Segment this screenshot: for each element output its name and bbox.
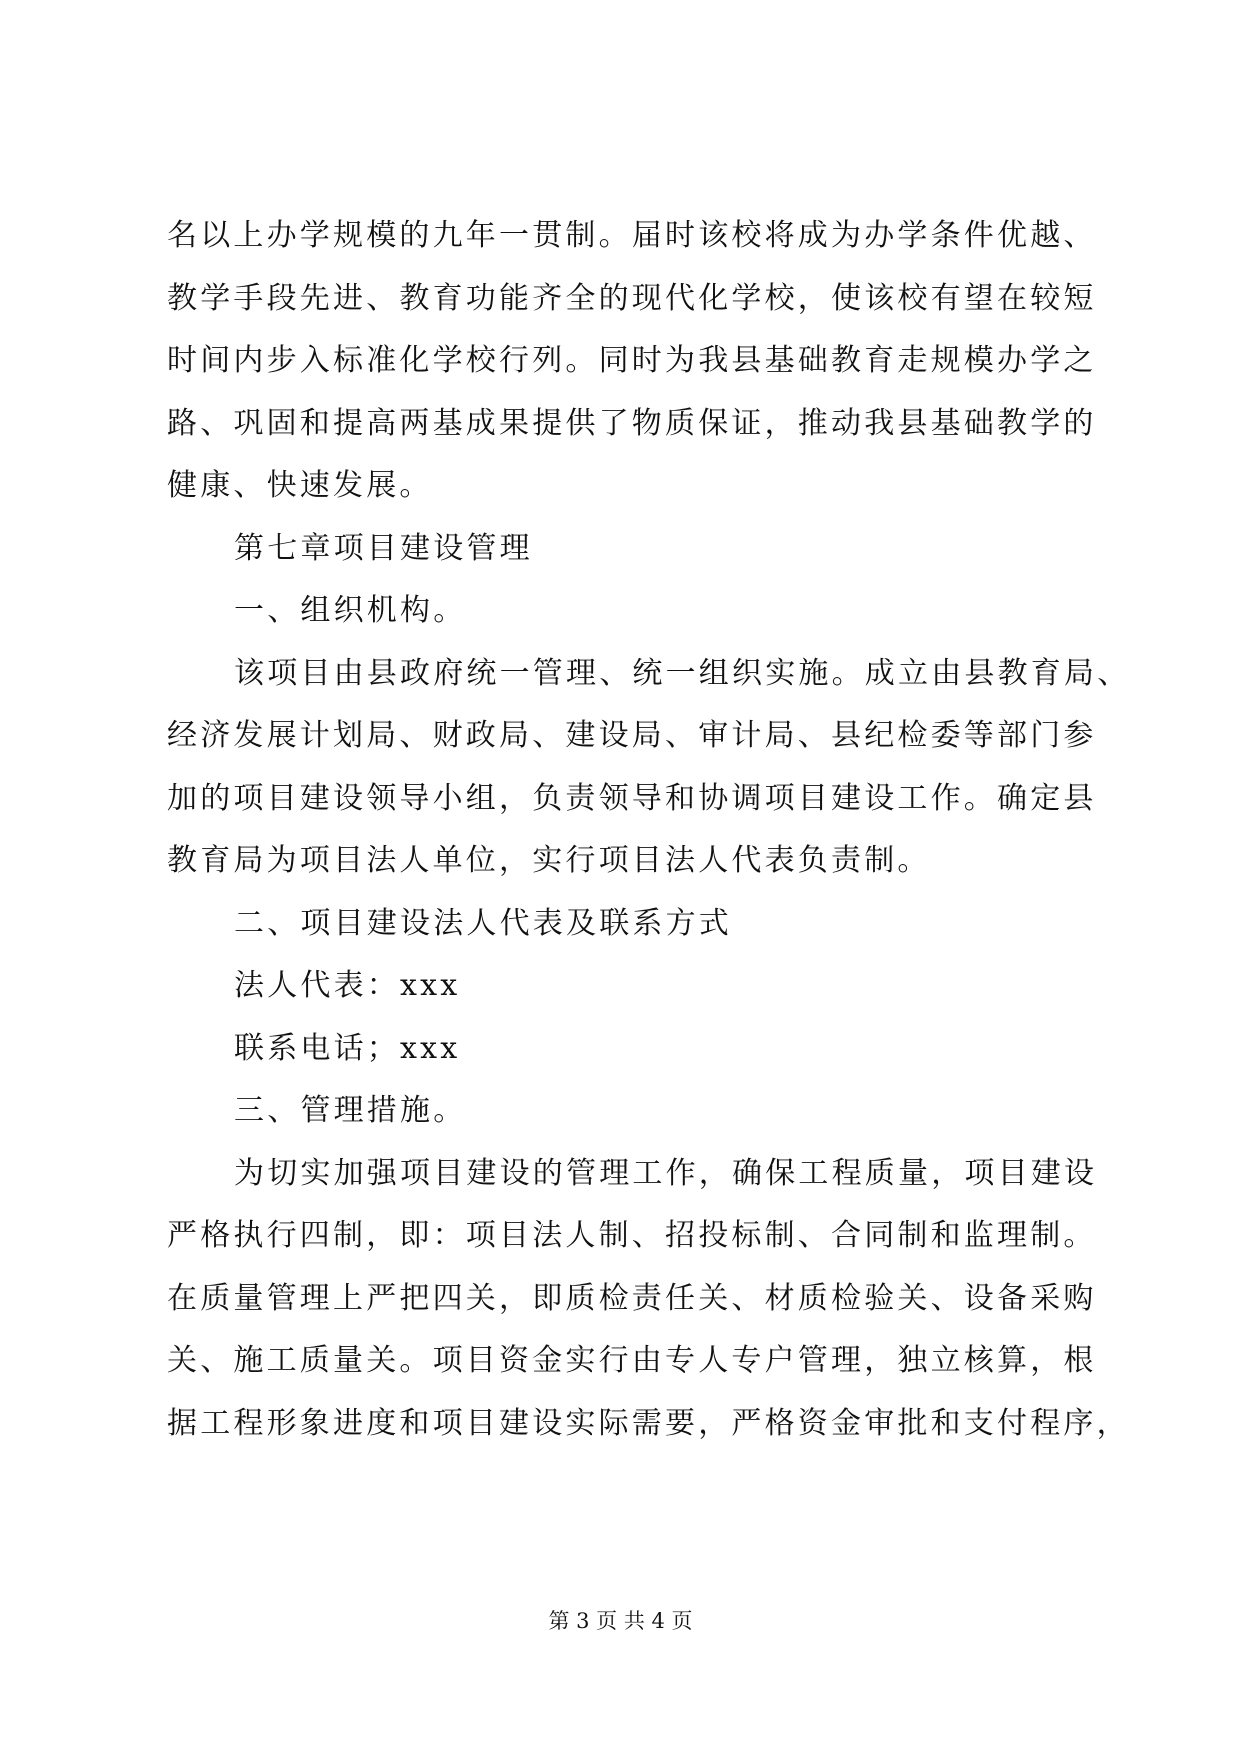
paragraph-line: 经济发展计划局、财政局、建设局、审计局、县纪检委等部门参 [167,718,1097,753]
document-body [167,205,1131,1455]
paragraph-line: 教学手段先进、教育功能齐全的现代化学校，使该校有望在较短 [167,280,1097,316]
section-heading: 一、组织机构。 [234,593,467,628]
paragraph-line: 路、巩固和提高两基成果提供了物质保证，推动我县基础教学的 [167,405,1097,441]
contact-phone-line: 联系电话；xxx [234,1030,461,1066]
paragraph-line: 加的项目建设领导小组，负责领导和协调项目建设工作。确定县 [167,780,1097,816]
paragraph-line: 严格执行四制，即：项目法人制、招投标制、合同制和监理制。 [167,1218,1097,1253]
section-heading: 三、管理措施。 [234,1093,467,1128]
paragraph-line: 教育局为项目法人单位，实行项目法人代表负责制。 [167,843,931,878]
paragraph-line: 为切实加强项目建设的管理工作，确保工程质量，项目建设 [234,1155,1098,1191]
paragraph-line: 据工程形象进度和项目建设实际需要，严格资金审批和支付程序， [167,1405,1130,1441]
paragraph-line: 时间内步入标准化学校行列。同时为我县基础教育走规模办学之 [167,343,1097,378]
paragraph-line: 在质量管理上严把四关，即质检责任关、材质检验关、设备采购 [167,1280,1097,1316]
chapter-heading: 第七章项目建设管理 [234,530,533,566]
paragraph-line: 名以上办学规模的九年一贯制。届时该校将成为办学条件优越、 [167,218,1097,253]
page-number-footer: 第 3 页 共 4 页 [548,1609,693,1633]
legal-representative-line: 法人代表：xxx [234,968,461,1003]
paragraph-line: 健康、快速发展。 [167,468,433,503]
paragraph-line: 关、施工质量关。项目资金实行由专人专户管理，独立核算，根 [167,1343,1097,1378]
section-heading: 二、项目建设法人代表及联系方式 [234,905,732,941]
paragraph-line: 该项目由县政府统一管理、统一组织实施。成立由县教育局、 [234,655,1131,691]
